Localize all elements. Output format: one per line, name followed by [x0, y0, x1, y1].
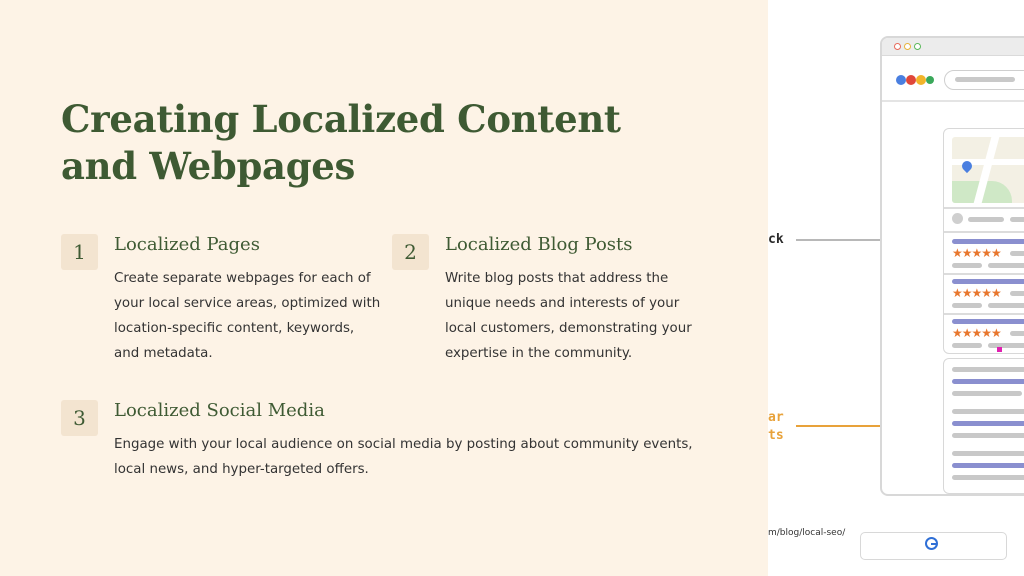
window-close-dot: [894, 43, 901, 50]
source-url[interactable]: m/blog/local-seo/: [768, 528, 846, 538]
google-logo-dot-green: [926, 76, 934, 84]
item-heading-localized-pages: Localized Pages: [114, 234, 260, 255]
organic-results-card: [943, 358, 1024, 494]
item-body-localized-blog-posts: Write blog posts that address the unique needs and interests of your local customers, demonstrating your expertise in the community.: [445, 271, 692, 361]
illustration-panel: [768, 0, 1024, 576]
rating-stars-icon: ★★★★★: [952, 286, 1001, 300]
search-bar-illustration: [944, 70, 1024, 90]
google-logo-dot-yellow: [916, 75, 926, 85]
cursor-marker: [997, 347, 1002, 352]
google-logo-dot-blue: [896, 75, 906, 85]
item-number-2: 2: [392, 234, 429, 270]
source-logo-badge: [860, 532, 1007, 560]
illustration-label-bottom-2: ts: [768, 428, 784, 443]
item-heading-localized-social-media: Localized Social Media: [114, 400, 325, 421]
slide-title: Creating Localized Content and Webpages: [61, 97, 621, 188]
window-maximize-dot: [914, 43, 921, 50]
item-number-1: 1: [61, 234, 98, 270]
rating-stars-icon: ★★★★★: [952, 326, 1001, 340]
illustration-label-top: ck: [768, 232, 784, 247]
item-body-localized-social-media: Engage with your local audience on social media by posting about community events, local news, and hyper-targeted offers.: [114, 437, 693, 477]
map-illustration: [952, 137, 1024, 203]
item-body-localized-pages: Create separate webpages for each of your local service areas, optimized with location-specific content, keywords, and metadata.: [114, 271, 381, 361]
rating-stars-icon: ★★★★★: [952, 246, 1001, 260]
local-pack-card: [943, 128, 1024, 354]
browser-titlebar: [882, 38, 1024, 56]
item-number-3: 3: [61, 400, 98, 436]
google-logo-dot-red: [906, 75, 916, 85]
window-minimize-dot: [904, 43, 911, 50]
browser-header-divider: [882, 100, 1024, 102]
avatar-placeholder: [952, 213, 963, 224]
illustration-label-bottom-1: ar: [768, 410, 784, 425]
item-heading-localized-blog-posts: Localized Blog Posts: [445, 234, 633, 255]
